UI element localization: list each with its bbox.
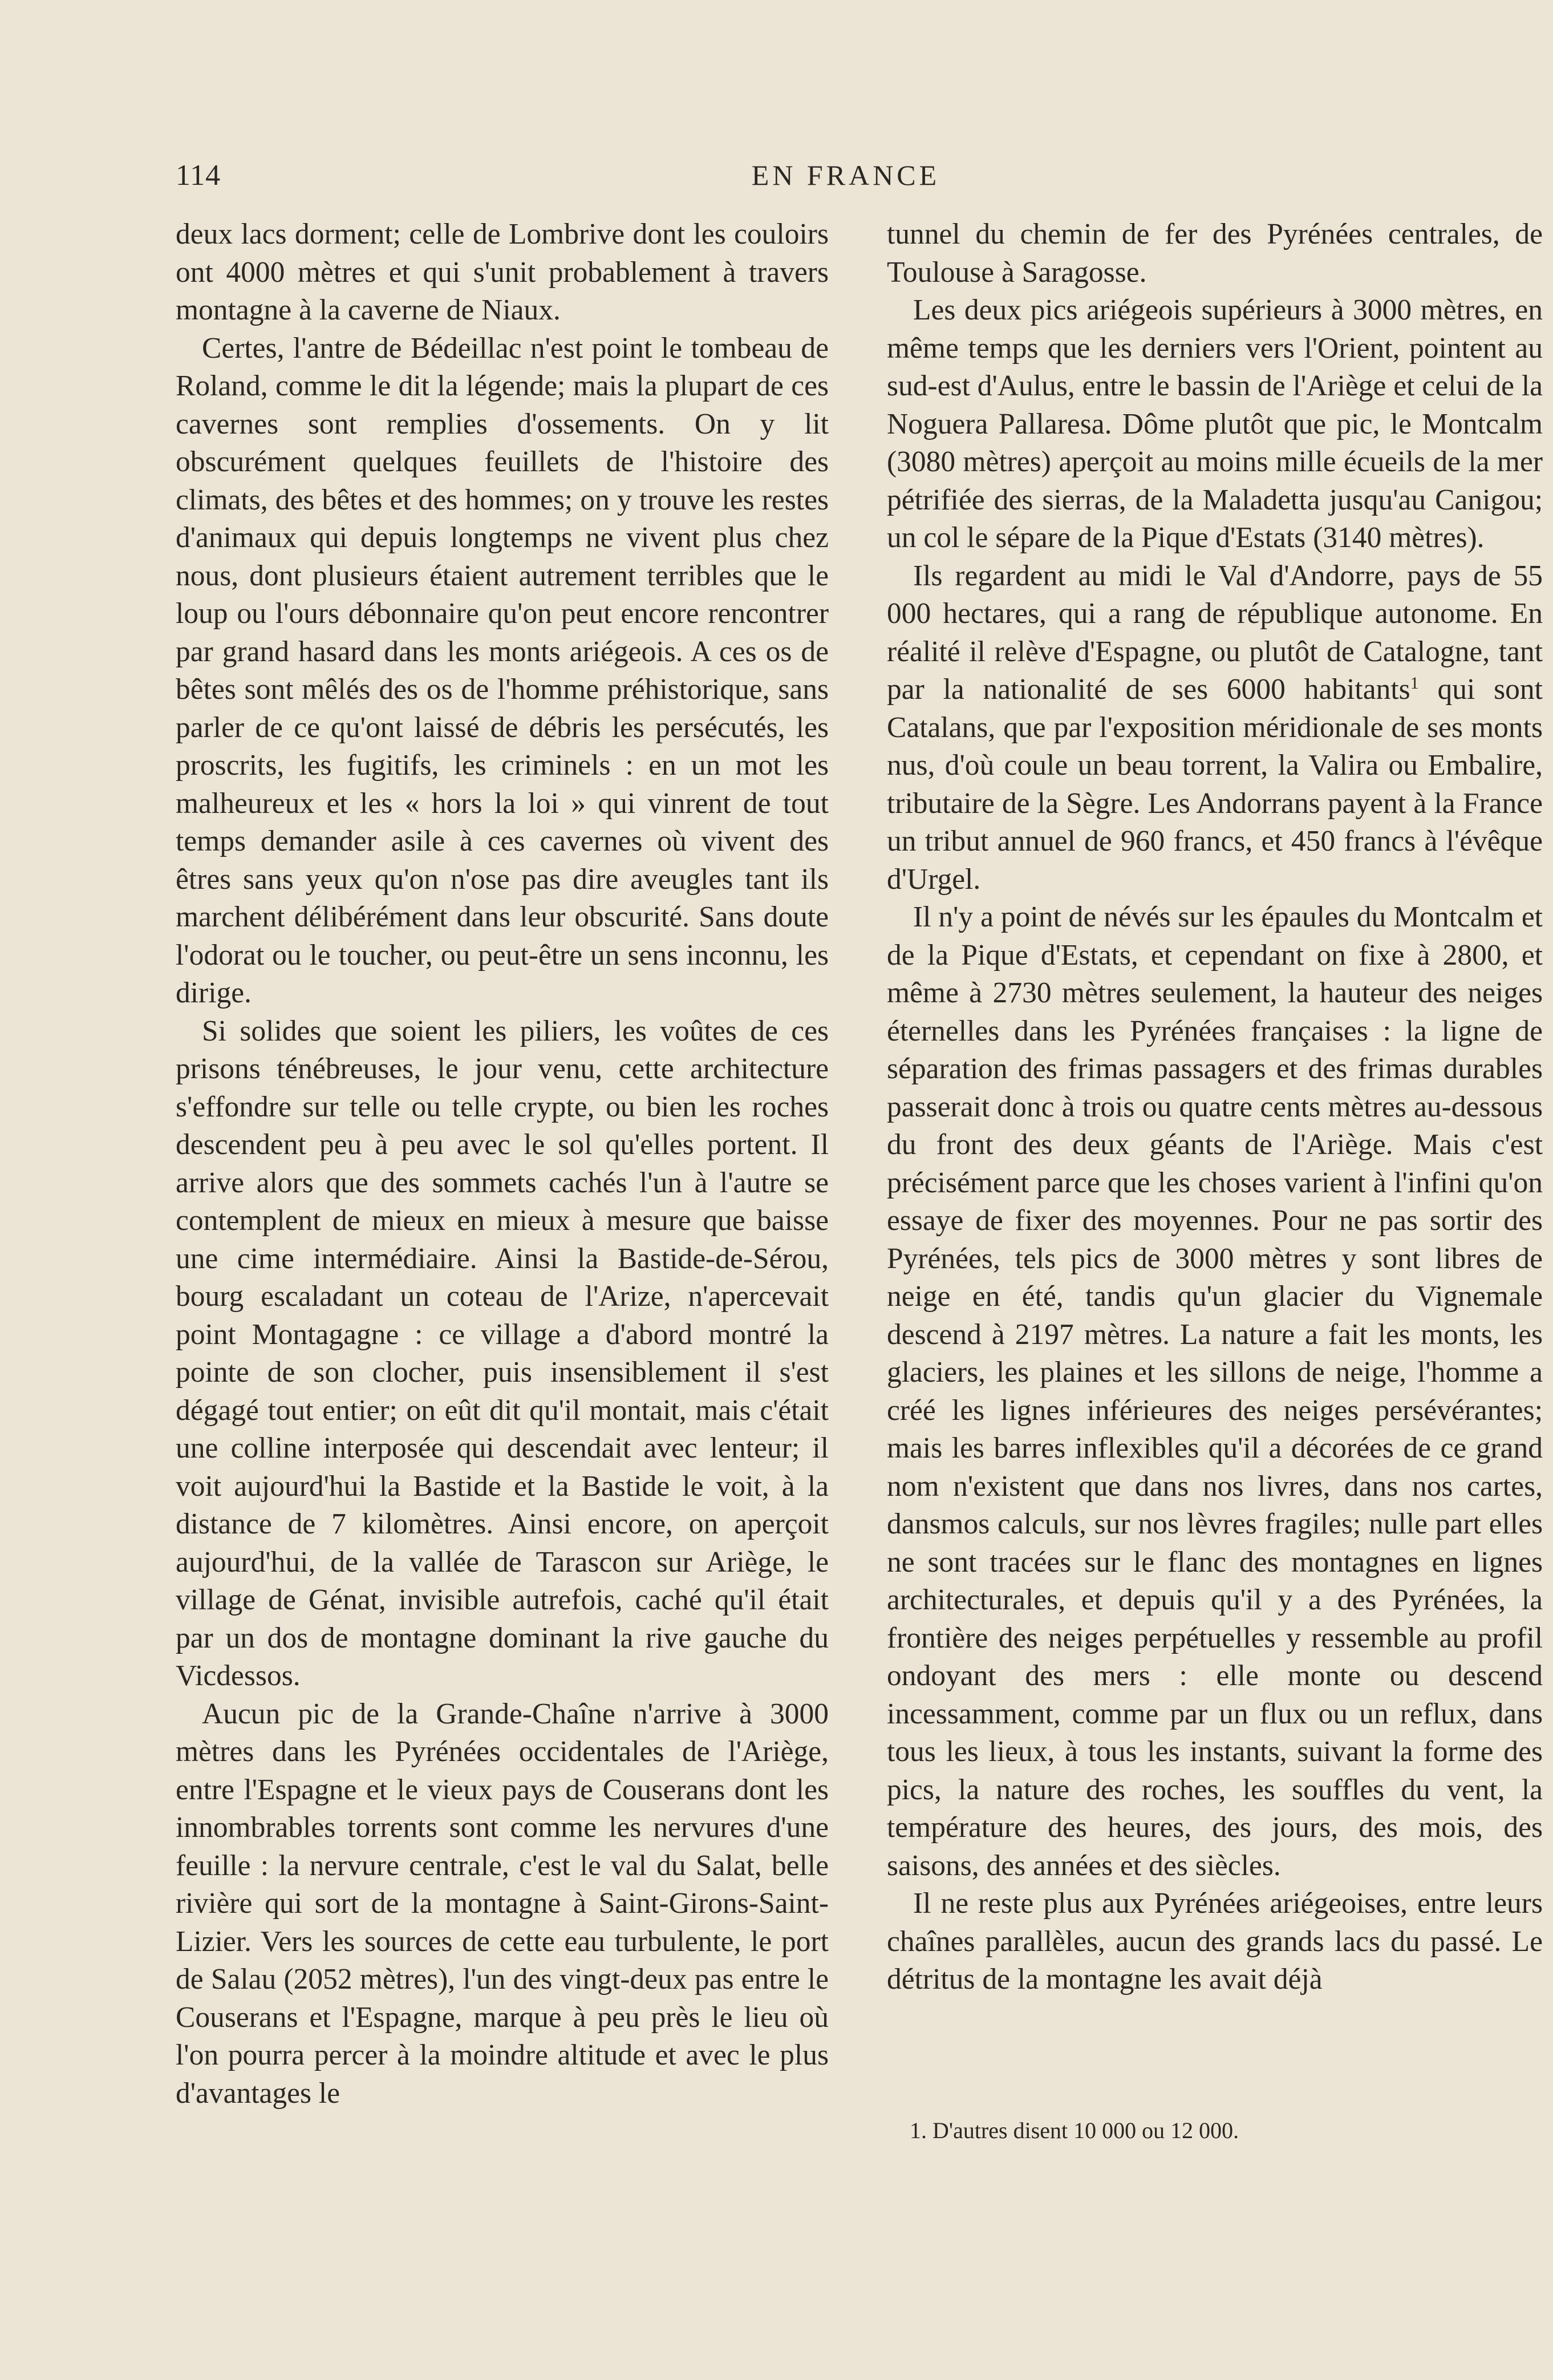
page-header	[176, 159, 1516, 199]
paragraph: deux lacs dorment; celle de Lombrive dont les couloirs ont 4000 mètres et qui s'unit probablement à travers montagne à la caverne de Niaux.	[176, 218, 829, 326]
paragraph: Il n'y a point de névés sur les épaules du Montcalm et de la Pique d'Estats, et cependant on fixe à 2800, et même à 2730 mètres seulement, la hauteur des neiges éternelles dans les Pyrénées françaises : la ligne de séparation des frimas passagers et des frimas durables passerait donc à trois ou quatre cents mètres au-dessous du front des deux géants de l'Ariège. Mais c'est précisément parce que les choses varient à l'infini qu'on essaye de fixer des moyennes. Pour ne pas sortir des Pyrénées, tels pics de 3000 mètres y sont libres de neige en été, tandis qu'un glacier du Vignemale descend à 2197 mètres. La nature a fait les monts, les glaciers, les plaines et les sillons de neige, l'homme a créé les lignes inférieures des neiges persévérantes; mais les barres inflexibles qu'il a décorées de ce grand nom n'existent que dans nos livres, dans nos cartes, dansmos calculs, sur nos lèvres fragiles; nulle part elles ne sont tracées sur le flanc des montagnes en lignes architecturales, et depuis qu'il y a des Pyrénées, la frontière des neiges perpétuelles y ressemble au profil ondoyant des mers : elle monte ou descend incessamment, comme par un flux ou un reflux, dans tous les lieux, à tous les instants, suivant la forme des pics, la nature des roches, les souffles du vent, la température des heures, des jours, des mois, des saisons, des années et des siècles.	[887, 901, 1543, 1882]
running-head: EN FRANCE	[751, 159, 940, 191]
paragraph: Les deux pics ariégeois supérieurs à 3000 mètres, en même temps que les derniers vers l'Orient, pointent au sud-est d'Aulus, entre le bassin de l'Ariège et celui de la Noguera Pallaresa. Dôme plutôt que pic, le Montcalm (3080 mètres) aperçoit au moins mille écueils de la mer pétrifiée des sierras, de la Maladetta jusqu'au Canigou; un col le sépare de la Pique d'Estats (3140 mètres).	[887, 294, 1543, 554]
paragraph: Aucun pic de la Grande-Chaîne n'arrive à 3000 mètres dans les Pyrénées occidentales de l'Ariège, entre l'Espagne et le vieux pays de Couserans dont les innombrables torrents sont comme les nervures d'une feuille : la nervure centrale, c'est le val du Salat, belle rivière qui sort de la montagne à Saint-Girons-Saint-Lizier. Vers les sources de cette eau turbulente, le port de Salau (2052 mètres), l'un des vingt-deux pas entre le Couserans et l'Espagne, marque à peu près le lieu où l'on pourra percer à la moindre altitude et avec le plus d'avantages le	[176, 1697, 829, 2110]
right-column	[887, 216, 1543, 1999]
paragraph-text: qui sont Catalans, que par l'exposition méridionale de ses monts nus, d'où coule un beau torrent, la Valira ou Embalire, tributaire de la Sègre. Les Andorrans payent à la France un tribut annuel de 960 francs, et 450 francs à l'évêque d'Urgel.	[887, 673, 1543, 896]
paragraph-text: Ils regardent au midi le Val d'Andorre, pays de 55 000 hectares, qui a rang de république autonome. En réalité il relève d'Espagne, ou plutôt de Catalogne, tant par la nationalité de ses 6000 habitants	[887, 559, 1543, 706]
paragraph: Il ne reste plus aux Pyrénées ariégeoises, entre leurs chaînes parallèles, aucun des grands lacs du passé. Le détritus de la montagne les avait déjà	[887, 1887, 1543, 1996]
footnote-marker: 1	[1410, 673, 1419, 693]
page-number: 114	[176, 159, 221, 192]
paragraph: tunnel du chemin de fer des Pyrénées centrales, de Toulouse à Saragosse.	[887, 218, 1543, 289]
paragraph: Certes, l'antre de Bédeillac n'est point le tombeau de Roland, comme le dit la légende; mais la plupart de ces cavernes sont remplies d'ossements. On y lit obscurément quelques feuillets de l'histoire des climats, des bêtes et des hommes; on y trouve les restes d'animaux qui depuis longtemps ne vivent plus chez nous, dont plusieurs étaient autrement terribles que le loup ou l'ours débonnaire qu'on peut encore rencontrer par grand hasard dans les monts ariégeois. A ces os de bêtes sont mêlés des os de l'homme préhistorique, sans parler de ce qu'ont laissé de débris les persécutés, les proscrits, les fugitifs, les criminels : en un mot les malheureux et les « hors la loi » qui vinrent de tout temps demander asile à ces cavernes où vivent des êtres sans yeux qu'on n'ose pas dire aveugles tant ils marchent délibérément dans leur obscurité. Sans doute l'odorat ou le toucher, ou peut-être un sens inconnu, les dirige.	[176, 331, 829, 1009]
footnote: 1. D'autres disent 10 000 ou 12 000.	[910, 2118, 1239, 2143]
left-column	[176, 216, 829, 2112]
paragraph	[887, 557, 1543, 899]
paragraph: Si solides que soient les piliers, les voûtes de ces prisons ténébreuses, le jour venu, cette architecture s'effondre sur telle ou telle crypte, ou bien les roches descendent peu à peu avec le sol qu'elles portent. Il arrive alors que des sommets cachés l'un à l'autre se contemplent de mieux en mieux à mesure que baisse une cime intermédiaire. Ainsi la Bastide-de-Sérou, bourg escaladant un coteau de l'Arize, n'apercevait point Montagagne : ce village a d'abord montré la pointe de son clocher, puis insensiblement il s'est dégagé tout entier; on eût dit qu'il montait, mais c'était une colline interposée qui descendait avec lenteur; il voit aujourd'hui la Bastide et la Bastide le voit, à la distance de 7 kilomètres. Ainsi encore, on aperçoit aujourd'hui, de la vallée de Tarascon sur Ariège, le village de Génat, invisible autrefois, caché qu'il était par un dos de montagne dominant la rive gauche du Vicdessos.	[176, 1014, 829, 1692]
